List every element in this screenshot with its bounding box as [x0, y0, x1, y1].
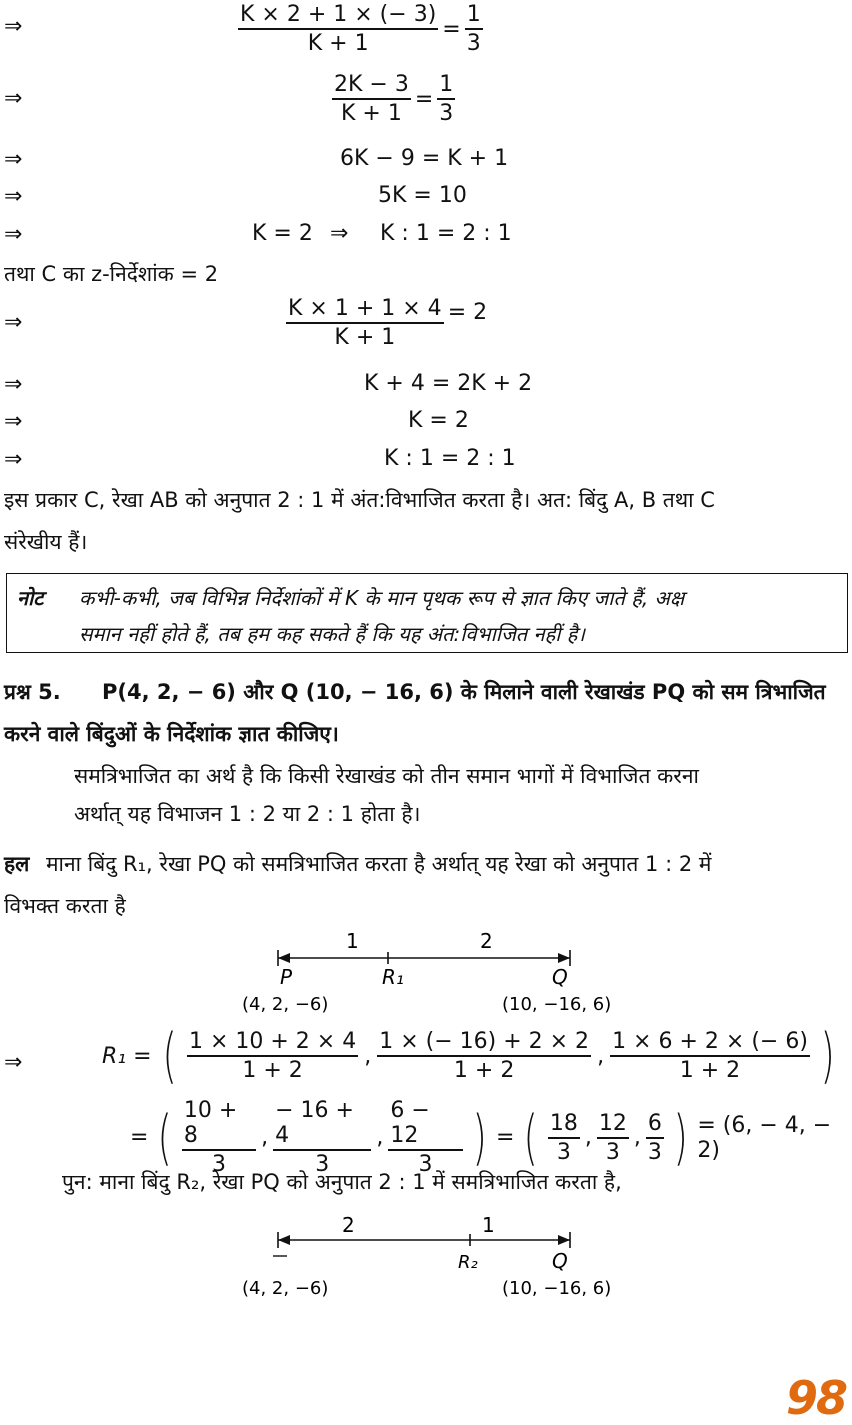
- note-label: नोट: [17, 586, 44, 610]
- r1-term3-den: 1 + 2: [679, 1058, 741, 1083]
- implies-arrow-4: ⇒: [4, 184, 23, 209]
- r1-d-num: 18: [548, 1111, 580, 1139]
- eq2-rhs-denominator: 3: [439, 101, 454, 126]
- eq2-numerator: 2K − 3: [332, 72, 411, 100]
- equation-7: K + 4 = 2K + 2: [364, 371, 533, 396]
- r1-term1-den: 1 + 2: [242, 1058, 303, 1083]
- implies-arrow-9: ⇒: [4, 447, 23, 472]
- segment-diagram-2: [230, 1210, 650, 1300]
- again-line: पुन: माना बिंदु R₂, रेखा PQ को अनुपात 2 : 1 में समत्रिभाजित करता है,: [62, 1170, 622, 1194]
- close-paren-3: ): [673, 1102, 688, 1173]
- equation-5-arrow: ⇒: [330, 221, 349, 246]
- equation-2: $\frac{2K - 3}{K + 1}$ = $\frac{1}{3}$: [334, 72, 454, 126]
- diagram2-q-coord: (10, −16, 6): [502, 1278, 612, 1299]
- r1-c-den: 3: [418, 1152, 433, 1177]
- equation-1: $\frac{K \times 2 + 1 \times (- 3)}{K + 1}$ = $\frac{1}{3}$: [240, 2, 481, 56]
- implies-arrow-10: ⇒: [4, 1050, 23, 1075]
- equation-3: 6K − 9 = K + 1: [340, 146, 509, 171]
- close-paren-1: ): [820, 1021, 835, 1091]
- eq6-rhs: = 2: [447, 299, 488, 325]
- r1-term1-num: 1 × 10 + 2 × 4: [187, 1029, 358, 1057]
- z-coordinate-line: तथा C का z-निर्देशांक = 2: [4, 262, 219, 286]
- r1-term3-num: 1 × 6 + 2 × (− 6): [610, 1029, 810, 1057]
- solution-label: हल: [4, 852, 30, 876]
- diagram1-seg2-label: 2: [480, 929, 493, 953]
- eq6-denominator: K + 1: [334, 325, 396, 350]
- explanation-line-2: अर्थात् यह विभाजन 1 : 2 या 2 : 1 होता है।: [74, 802, 421, 826]
- equation-6: [286, 296, 487, 350]
- note-box: [6, 573, 848, 653]
- question-label: प्रश्न 5.: [4, 680, 61, 704]
- equation-5a: K = 2: [252, 221, 313, 246]
- r1-e-den: 3: [605, 1139, 620, 1165]
- close-paren-2: ): [472, 1102, 487, 1173]
- eq2-denominator: K + 1: [341, 101, 402, 126]
- implies-arrow-8: ⇒: [4, 409, 23, 434]
- r1-formula: R₁ = ( $\frac{1 \times 10 + 2 \times 4}{1 + 2}$ , $\frac{1 \times (- 16) + 2 \times 2}{1 + 2}$ , $\frac{1 \times 6 + 2 \times (- 6)}{1 + 2}$ ): [102, 1021, 835, 1091]
- implies-arrow-6: ⇒: [4, 310, 23, 335]
- eq1-rhs-numerator: 1: [465, 2, 483, 30]
- solution-line-2: विभक्त करता है: [4, 894, 126, 918]
- diagram1-seg1-label: 1: [346, 929, 359, 953]
- diagram1-point-q: Q: [552, 965, 568, 989]
- note-line-2: समान नहीं होते हैं, तब हम कह सकते हैं कि यह अंत:विभाजित नहीं है।: [79, 622, 586, 646]
- r1-lhs: R₁ =: [102, 1043, 152, 1069]
- diagram1-point-p: P: [280, 965, 293, 989]
- open-paren-3: (: [524, 1102, 539, 1173]
- diagram2-p-coord: (4, 2, −6): [242, 1278, 329, 1299]
- conclusion-line-2: संरेखीय हैं।: [4, 530, 88, 554]
- r1-c-num: 6 − 12: [388, 1098, 462, 1151]
- open-paren-2: (: [158, 1102, 173, 1173]
- diagram1-p-coord: (4, 2, −6): [242, 994, 329, 1015]
- r1-e-num: 12: [597, 1111, 629, 1139]
- diagram2-seg2-label: 1: [482, 1213, 495, 1237]
- segment-diagram-1: [230, 928, 650, 1018]
- r1-simplified: = ( $\frac{10 + 8}{3}$ , $\frac{- 16 + 4}{3}$ , $\frac{6 - 12}{3}$ ) = ( $\frac{18}{3}$ , $\frac{12}{3}$ , $\frac{6}{3}$ ) = (6, − 4, − 2): [130, 1098, 852, 1177]
- r1-f-num: 6: [646, 1111, 664, 1139]
- r1-f-den: 3: [647, 1139, 662, 1165]
- eq2-rhs-numerator: 1: [437, 72, 455, 100]
- equation-4: 5K = 10: [378, 183, 467, 208]
- equation-9: K : 1 = 2 : 1: [384, 446, 516, 471]
- eq6-numerator: K × 1 + 1 × 4: [286, 296, 444, 324]
- implies-arrow-2: ⇒: [4, 86, 23, 111]
- conclusion-line-1: इस प्रकार C, रेखा AB को अनुपात 2 : 1 में अंत:विभाजित करता है। अत: बिंदु A, B तथा C: [4, 488, 715, 512]
- r1-a-den: 3: [211, 1152, 226, 1177]
- diagram2-seg1-label: 2: [342, 1213, 355, 1237]
- diagram1-point-r1: R₁: [382, 965, 404, 989]
- eq1-denominator: K + 1: [307, 31, 369, 56]
- r1-b-num: − 16 + 4: [273, 1098, 371, 1151]
- r1-b-den: 3: [315, 1152, 330, 1177]
- diagram2-point-q: Q: [552, 1249, 568, 1273]
- note-line-1: कभी-कभी, जब विभिन्न निर्देशांकों में K के मान पृथक रूप से ज्ञात किए जाते हैं, अक्ष: [79, 586, 685, 610]
- r1-term2-num: 1 × (− 16) + 2 × 2: [377, 1029, 591, 1057]
- implies-arrow-3: ⇒: [4, 147, 23, 172]
- r1-term2-den: 1 + 2: [453, 1058, 515, 1083]
- equation-8: K = 2: [408, 408, 469, 433]
- implies-arrow-7: ⇒: [4, 372, 23, 397]
- explanation-line-1: समत्रिभाजित का अर्थ है कि किसी रेखाखंड को तीन समान भागों में विभाजित करना: [74, 764, 699, 788]
- implies-arrow-1: ⇒: [4, 14, 23, 39]
- diagram1-q-coord: (10, −16, 6): [502, 994, 612, 1015]
- page-number: 98: [785, 1371, 846, 1425]
- question-line-2: करने वाले बिंदुओं के निर्देशांक ज्ञात कीजिए।: [4, 722, 339, 746]
- eq1-rhs-denominator: 3: [466, 31, 481, 56]
- solution-line-1: माना बिंदु R₁, रेखा PQ को समत्रिभाजित करता है अर्थात् यह रेखा को अनुपात 1 : 2 में: [46, 852, 712, 876]
- open-paren-1: (: [162, 1021, 177, 1091]
- r1-result: = (6, − 4, − 2): [697, 1112, 832, 1163]
- implies-arrow-5: ⇒: [4, 222, 23, 247]
- question-line-1: P(4, 2, − 6) और Q (10, − 16, 6) के मिलाने वाली रेखाखंड PQ को सम त्रिभाजित: [102, 680, 826, 704]
- diagram2-point-r2: R₂: [458, 1252, 478, 1273]
- eq1-numerator: K × 2 + 1 × (− 3): [238, 2, 438, 30]
- r1-d-den: 3: [556, 1139, 571, 1165]
- equation-5c: K : 1 = 2 : 1: [380, 221, 512, 246]
- r1-a-num: 10 + 8: [182, 1098, 256, 1151]
